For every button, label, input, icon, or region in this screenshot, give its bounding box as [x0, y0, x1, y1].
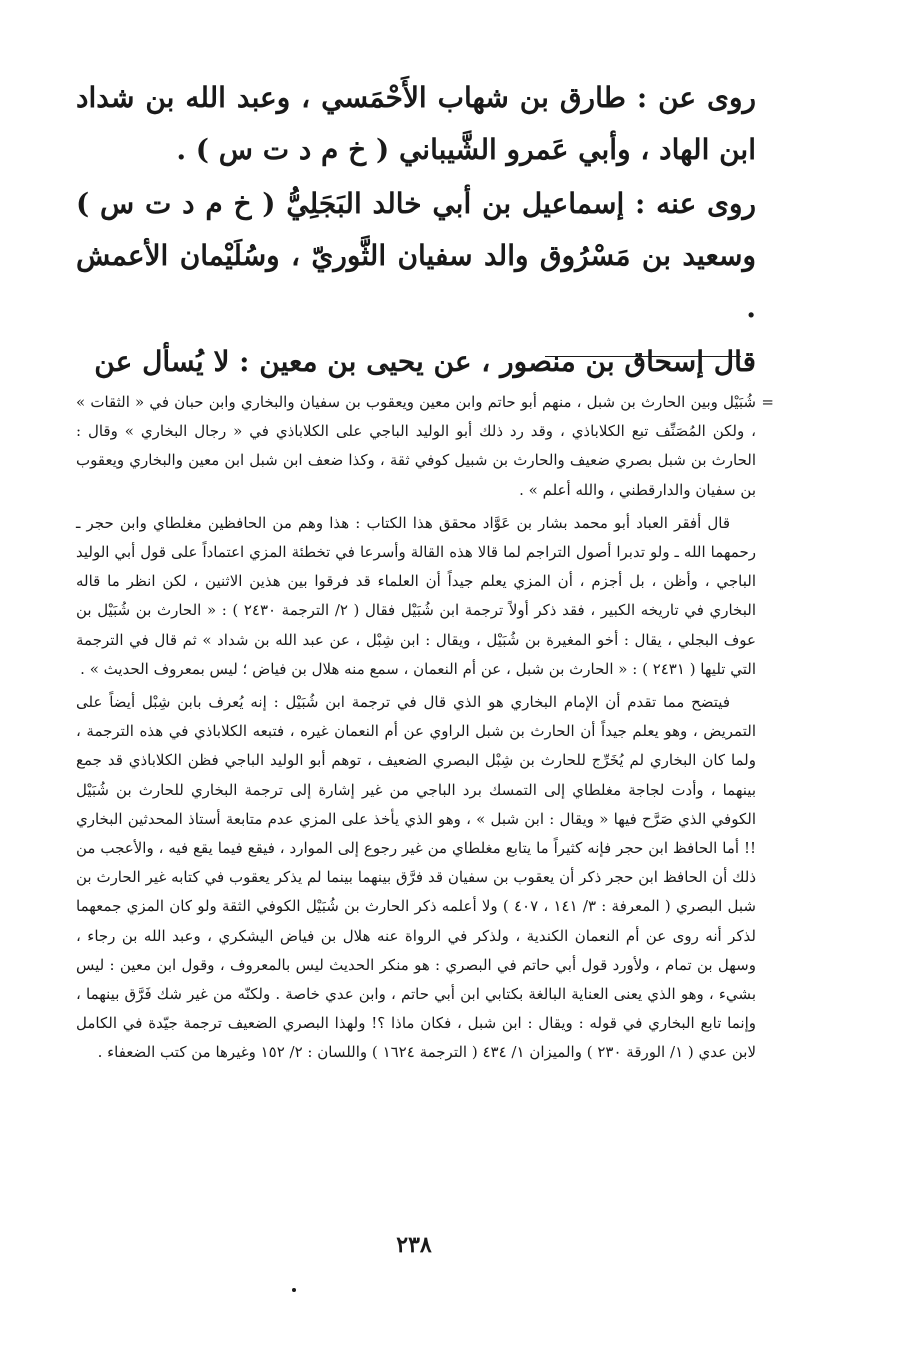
text-narrated-by: : إسماعيل بن أبي خالد البَجَلِيُّ ( خ م د ت س ) وسعيد بن مَسْرُوق والد سفيان الثَّوريّ ، وسُلَيْمان الأعمش . — [76, 187, 756, 324]
footnote-3-text: فيتضح مما تقدم أن الإمام البخاري هو الذي قال في ترجمة ابن شُبَيْل : إنه يُعرف بابن شِبْل أيضاً على التمريض ، وهو يعلم جيداً أن الحارث بن شبل الراوي عن أم النعمان غيره ، فتبعه الكلاباذي في هذه الترجمة ، ولما كان البخاري لم يُخَرِّج للحارث بن شِبْل البصري الضعيف ، توهم أبو الوليد الباجي فظن الكلاباذي قد جمع بينهما ، وأدت لجاجة مغلطاي إلى التمسك برد الباجي من غير إشارة إلى ترجمة البخاري للحارث بن شُبَيْل الكوفي الذي صَرَّح فيها « ويقال : ابن شبل » ، وهو الذي يأخذ على المزي عدم متابعة أستاذ المحدثين البخاري !! أما الحافظ ابن حجر فإنه كثيراً ما يتابع مغلطاي من غير رجوع إلى الموارد ، فيقع فيما يقع فيه ، والأعجب من ذلك أن الحافظ ابن حجر ذكر أن يعقوب بن سفيان قد فرَّق بينهما بينما لم يذكر يعقوب في كتابه غير الحارث بن شبل البصري ( المعرفة : ٣/ ١٤١ ، ٤٠٧ ) ولا أعلمه ذكر الحارث بن شُبَيْل الكوفي الثقة ولو كان المزي جمعهما لذكر أنه روى عن أم النعمان الكندية ، ولذكر في الرواة عنه هلال بن فياض اليشكري ، وعبد الله بن رجاء ، وسهل بن تمام ، ولأورد قول أبي حاتم في البصري : هو منكر الحديث ليس بالمعروف ، وقول ابن معين : ليس بشيء ، وهو الذي يعنى العناية البالغة بكتابي ابن أبي حاتم ، وابن عدي خاصة . ولكنّه من غير شك فَرَّق بينهما ، وإنما تابع البخاري في قوله : ويقال : ابن شبل ، فكان ماذا ؟! ولهذا البصري الضعيف ترجمة جيّدة في الكامل لابن عدي ( ١/ الورقة ٢٣٠ ) والميزان ١/ ٤٣٤ ( الترجمة ١٦٢٤ ) واللسان : ٢/ ١٥٢ وغيرها من كتب الضعفاء . — [76, 693, 756, 1062]
footnotes — [76, 388, 774, 1072]
main-text — [76, 72, 756, 390]
footnote-separator — [545, 356, 741, 357]
continuation-mark: = — [761, 393, 774, 411]
footnote-conclusion — [76, 688, 756, 1068]
text-narrated-from: : طارق بن شهاب الأَحْمَسي ، وعبد الله بن شداد ابن الهاد ، وأبي عَمرو الشَّيباني ( خ م د ت س ) . — [76, 81, 756, 166]
lead-narrated-by: روى عنه — [656, 187, 757, 220]
footnote-2-text: قال أفقر العباد أبو محمد بشار بن عَوَّاد محقق هذا الكتاب : هذا وهم من الحافظين مغلطاي وابن حجر ـ رحمهما الله ـ ولو تدبرا أصول التراجم لما قالا هذه القالة وأسرعا في تخطئة المزي اعتماداً على قول أبي الوليد الباجي ، وأظن ، بل أجزم ، أن المزي يعلم جيداً أن العلماء قد فرقوا بين هذين الاثنين ، لكن انظر ما قاله البخاري في تاريخه الكبير ، فقد ذكر أولاً ترجمة ابن شُبَيْل فقال ( ٢/ الترجمة ٢٤٣٠ ) : « الحارث بن شُبَيْل بن عوف البجلي ، يقال : أخو المغيرة بن شُبَيْل ، ويقال : ابن شِبْل ، عن عبد الله بن شداد » ثم قال في الترجمة التي تليها ( ٢٤٣١ ) : « الحارث بن شبل ، عن أم النعمان ، سمع منه هلال بن فياض ؛ ليس بمعروف الحديث » . — [76, 513, 756, 678]
print-dot — [292, 1288, 296, 1292]
paragraph-narrated-from — [76, 72, 756, 176]
lead-narrated-from: روى عن — [658, 81, 756, 114]
footnote-continuation — [76, 388, 774, 505]
text-ishaq-quote: قال إسحاق بن منصور ، عن يحيى بن معين : لا يُسأل عن — [94, 345, 756, 378]
footnote-editor-note — [76, 509, 756, 684]
page-number: ٢٣٨ — [396, 1232, 432, 1258]
paragraph-ishaq-quote — [76, 336, 756, 388]
footnote-1-text: شُبَيْل وبين الحارث بن شبل ، منهم أبو حاتم وابن معين ويعقوب بن سفيان والبخاري وابن حبان في « الثقات » ، ولكن المُصَنِّف تبع الكلاباذي ، وقد رد ذلك أبو الوليد الباجي على الكلاباذي في « رجال البخاري » وقال : الحارث بن شبل بصري ضعيف والحارث بن شبيل كوفي ثقة ، وكذا ضعف ابن شبل ابن معين والبخاري ويعقوب بن سفيان والدارقطني ، والله أعلم » . — [76, 393, 756, 499]
paragraph-narrated-by — [76, 178, 756, 334]
